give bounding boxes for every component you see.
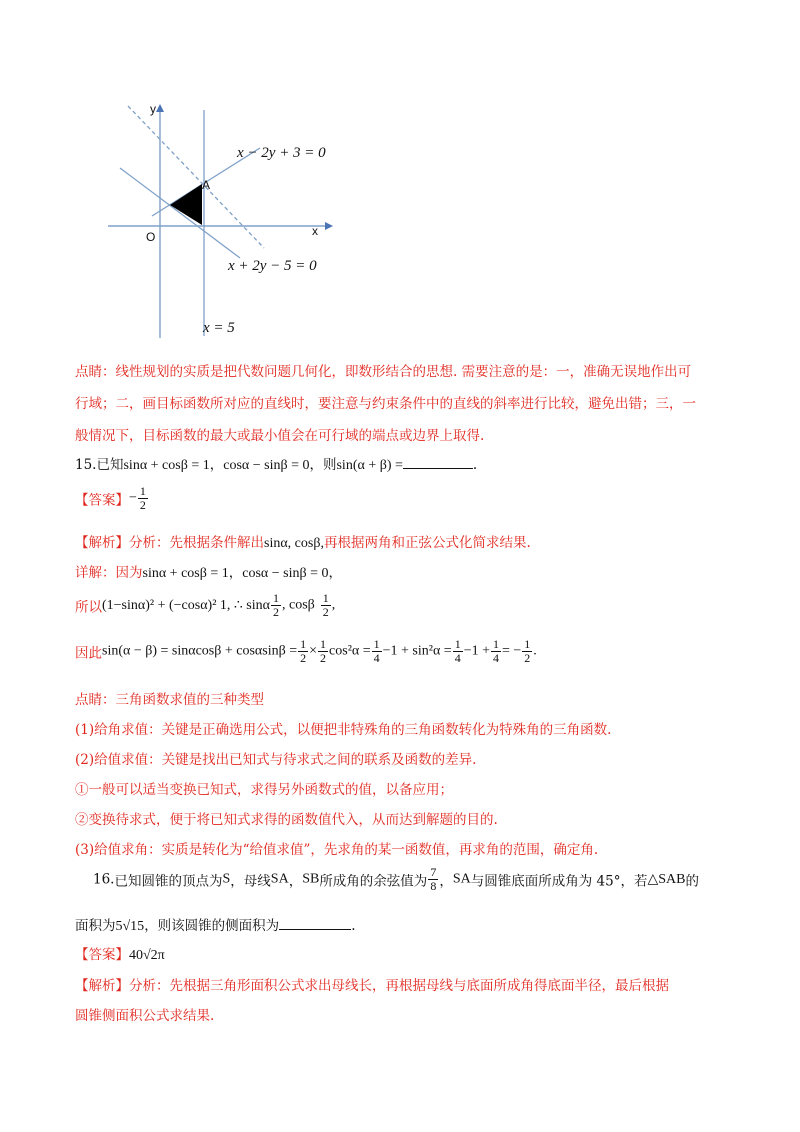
line-x-plus-2y-minus-5 [120, 168, 240, 258]
remark2-item1: (1)给角求值：关键是正确选用公式，以便把非特殊角的三角函数转化为特殊角的三角函数. [75, 722, 612, 738]
result-15 [75, 638, 537, 665]
result-15-f3-den: 4 [373, 651, 380, 665]
q16-f-num: 7 [430, 865, 437, 879]
q15-number: 15. [75, 457, 97, 473]
step-15-f2-den: 2 [322, 605, 329, 619]
q15-text-b: ，则 [309, 457, 337, 473]
detail-15-tail: ， [328, 565, 342, 581]
step-15 [75, 592, 335, 619]
result-15-f2-den: 2 [320, 651, 327, 665]
detail-15-expr2: cosα − sinβ = 0 [242, 566, 329, 581]
result-15-times: × [309, 643, 318, 659]
line-label-3: x = 5 [203, 320, 235, 336]
q16-text-e: 的 [685, 873, 699, 890]
q16-fraction [428, 866, 438, 893]
answer-15-num: 1 [139, 484, 146, 498]
analysis-15-tag: 【解析】 [75, 535, 129, 551]
answer-15-den: 2 [139, 498, 146, 512]
question-16-line2 [75, 914, 355, 935]
question-16-line1 [93, 866, 699, 893]
remark2-item4: ②变换待求式，便于将已知式求得的函数值代入，从而达到解题的目的. [75, 812, 498, 828]
origin-label: O [146, 230, 156, 244]
answer-16-value: 40√2π [129, 948, 165, 963]
analysis-15-expr: sinα, cosβ, [264, 536, 324, 551]
step-15-text-a: 所以 [75, 599, 102, 616]
result-15-f5-den: 4 [492, 651, 499, 665]
x-axis-label: x [312, 224, 318, 238]
answer-15 [75, 485, 149, 512]
analysis-16-tag: 【解析】 [75, 978, 129, 994]
analysis-16-line2: 圆锥侧面积公式求结果. [75, 1008, 215, 1024]
result-15-f4-num: 1 [454, 637, 461, 651]
point-a-label: A [202, 178, 211, 192]
result-15-mid4: = − [501, 643, 522, 659]
step-15-mid: , cosβ [281, 597, 315, 613]
answer-15-fraction [138, 485, 148, 512]
detail-15-label: 详解： [75, 565, 116, 581]
result-15-f5-num: 1 [492, 637, 499, 651]
remark1-line2: 行域；二，画目标函数所对应的直线时，要注意与约束条件中的直线的斜率进行比较，避免出错；三，一 [75, 396, 696, 412]
remark2-item2: (2)给值求值：关键是找出已知式与待求式之间的联系及函数的差异. [75, 752, 477, 768]
q15-answer-blank [403, 456, 473, 469]
q15-text-a: 已知 [96, 457, 124, 473]
result-15-tail: . [533, 643, 537, 659]
analysis-15-text-a: 分析：先根据条件解出 [129, 535, 264, 551]
detail-15-sep: ， [228, 565, 243, 581]
result-15-f6-den: 2 [524, 651, 531, 665]
q16-comma: ， [288, 873, 303, 890]
result-15-f3-num: 1 [373, 637, 380, 651]
remark2-item3: ①一般可以适当变换已知式，求得另外函数式的值，以备应用； [75, 782, 453, 798]
x-axis-arrow [325, 222, 333, 230]
result-15-f1 [298, 638, 308, 665]
step-15-tail: , [331, 597, 336, 613]
linear-programming-figure [100, 98, 340, 343]
result-15-f1-num: 1 [300, 637, 307, 651]
result-15-f5 [491, 638, 501, 665]
q16-text-d: 与圆锥底面所成角为 45°，若 [470, 873, 648, 890]
q15-sep: ， [209, 457, 224, 473]
result-15-mid2: −1 + sin²α = [382, 643, 452, 659]
answer-15-sign: − [129, 490, 137, 506]
q16-answer-blank [279, 917, 351, 930]
step-15-fraction-1 [271, 592, 281, 619]
analysis-15 [75, 531, 531, 552]
q16-sa2: SA [452, 871, 471, 887]
answer-16 [75, 943, 165, 964]
q16-line2-b: ，则该圆锥的侧面积为 [144, 918, 280, 934]
feasible-region [170, 184, 202, 225]
remark1-line1: 点睛：线性规划的实质是把代数问题几何化，即数形结合的思想. 需要注意的是：一，准确无误地作出可 [75, 364, 692, 380]
result-15-mid3: −1 + [463, 643, 490, 659]
q16-tail: . [351, 918, 356, 934]
q16-s: S [222, 871, 231, 887]
q16-area: 5√15 [115, 919, 145, 934]
line-label-2: x + 2y − 5 = 0 [228, 258, 317, 274]
result-15-f1-den: 2 [300, 651, 307, 665]
analysis-16-text-1: 分析：先根据三角形面积公式求出母线长，再根据母线与底面所成角得底面半径，最后根据 [129, 978, 669, 994]
q15-expr1: sinα + cosβ = 1 [123, 458, 210, 473]
q16-text-a: 已知圆锥的顶点为 [114, 873, 223, 890]
q16-number: 16. [93, 871, 115, 888]
step-15-f2-num: 1 [322, 591, 329, 605]
result-15-text-a: 因此 [75, 645, 102, 662]
step-15-f1-den: 2 [272, 605, 279, 619]
result-15-f6-num: 1 [524, 637, 531, 651]
result-15-f2-num: 1 [320, 637, 327, 651]
y-axis-label: y [150, 102, 156, 116]
step-15-fraction-2 [321, 592, 331, 619]
result-15-f6 [522, 638, 532, 665]
result-15-expr-a: sin(α − β) = sinαcosβ + cosαsinβ = [102, 643, 298, 659]
result-15-f4-den: 4 [454, 651, 461, 665]
q16-comma2: ， [439, 873, 453, 890]
q15-expr3: sin(α + β) = [336, 458, 403, 473]
q16-line2-a: 面积为 [75, 918, 116, 934]
result-15-f2 [318, 638, 328, 665]
result-15-f3 [372, 638, 382, 665]
q16-f-den: 8 [430, 879, 437, 893]
detail-15 [75, 561, 342, 582]
detail-15-expr1: sinα + cosβ = 1 [142, 566, 229, 581]
result-15-mid1: cos²α = [329, 643, 371, 659]
step-15-expr: (1−sinα)² + (−cosα)² 1, ∴ sinα [102, 598, 270, 613]
q15-expr2: cosα − sinβ = 0 [223, 458, 310, 473]
q16-sa: SA [270, 871, 289, 887]
answer-15-tag: 【答案】 [75, 492, 129, 509]
q16-sb: SB [302, 871, 320, 887]
analysis-15-text-b: 再根据两角和正弦公式化简求结果. [323, 535, 531, 551]
q16-triangle: △SAB [647, 872, 686, 887]
step-15-f1-num: 1 [272, 591, 279, 605]
remark1-line3: 般情况下，目标函数的最大或最小值会在可行域的端点或边界上取得. [75, 428, 485, 444]
question-15 [75, 453, 477, 474]
remark2-item5: (3)给值求角：实质是转化为“给值求值”，先求角的某一函数值，再求角的范围，确定角. [75, 842, 599, 858]
line-label-1: x − 2y + 3 = 0 [237, 145, 326, 161]
q15-tail: . [472, 457, 478, 473]
result-15-f4 [453, 638, 463, 665]
y-axis-arrow [156, 104, 164, 112]
detail-15-text-a: 因为 [115, 565, 143, 581]
q16-text-c: 所成角的余弦值为 [319, 873, 428, 890]
analysis-16-line1 [75, 974, 669, 994]
answer-16-tag: 【答案】 [75, 947, 129, 963]
q16-text-b: ，母线 [230, 873, 271, 890]
remark2-title: 点睛：三角函数求值的三种类型 [75, 692, 264, 708]
